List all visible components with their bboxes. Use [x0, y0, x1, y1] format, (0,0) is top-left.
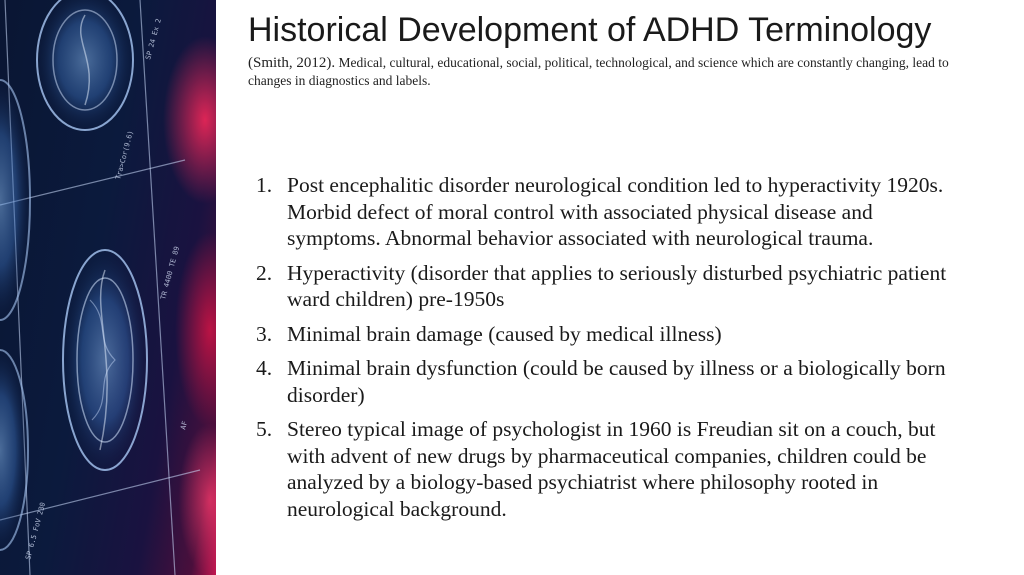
- list-item-number: 1.: [256, 173, 273, 197]
- mri-brain-scan-image: [0, 0, 216, 575]
- terminology-list: [256, 172, 956, 530]
- svg-text:Tra>Cor(9.6): Tra>Cor(9.6): [114, 129, 136, 181]
- list-item-number: 5.: [256, 417, 273, 441]
- slide-subtitle: [248, 54, 968, 90]
- svg-text:SP 24 Ex 2: SP 24 Ex 2: [144, 17, 163, 61]
- list-item-text: Post encephalitic disorder neurological condition led to hyperactivity 1920s. Morbid defect of moral control with associated physical disease and symptoms. Abnormal behavior associated with neurological trauma.: [287, 173, 944, 250]
- list-item: [256, 260, 956, 313]
- mri-scan-graphic: [0, 0, 216, 575]
- list-item: [256, 355, 956, 408]
- list-item-number: 4.: [256, 356, 273, 380]
- subtitle-text: Medical, cultural, educational, social, political, technological, and science which are constantly changing, lead to changes in diagnostics and labels.: [248, 55, 949, 88]
- list-item-text: Minimal brain damage (caused by medical illness): [287, 321, 722, 346]
- list-item: [256, 416, 956, 522]
- list-item-text: Stereo typical image of psychologist in 1960 is Freudian sit on a couch, but with advent of new drugs by pharmaceutical companies, children could be analyzed by a biology-based psychiatrist where philosophy rooted in neurological background.: [287, 417, 936, 521]
- list-item-number: 3.: [256, 321, 273, 346]
- list-item-text: Hyperactivity (disorder that applies to seriously disturbed psychiatric patient ward children) pre-1950s: [287, 260, 947, 311]
- list-item: [256, 321, 956, 348]
- svg-text:SP 6.5 FoV 230: SP 6.5 FoV 230: [24, 501, 48, 561]
- svg-text:AF: AF: [179, 420, 190, 431]
- slide-title: Historical Development of ADHD Terminology: [248, 11, 932, 49]
- citation: (Smith, 2012).: [248, 55, 336, 71]
- list-item: [256, 172, 956, 252]
- svg-text:TR 4400 TE 89: TR 4400 TE 89: [159, 245, 182, 301]
- list-item-text: Minimal brain dysfunction (could be caused by illness or a biologically born disorder): [287, 356, 946, 407]
- list-item-number: 2.: [256, 260, 273, 285]
